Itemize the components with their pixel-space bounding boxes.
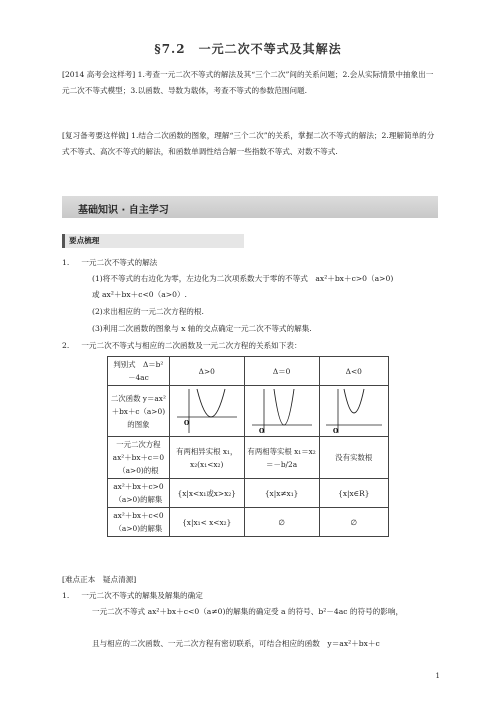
lt-d-neg: ∅ <box>319 508 388 537</box>
head-d-zero: Δ＝0 <box>244 357 319 386</box>
svg-text:O: O <box>183 420 189 427</box>
eq-d-zero: 有两相等实根 x₁＝x₂＝－b/2a <box>244 437 319 479</box>
item1-num: 1. <box>62 258 70 267</box>
eq-d-neg: 没有实数根 <box>319 437 388 479</box>
d1-line <box>62 588 442 603</box>
item1-s2: (2)求出相应的一元二次方程的根. <box>92 307 204 316</box>
page-number: 1 <box>435 672 440 680</box>
table-row <box>108 479 389 508</box>
eq-d-pos: 有两相异实根 x₁，x₂(x₁<x₂) <box>169 437 244 479</box>
exam-label: [2014 高考会这样考] <box>62 70 136 79</box>
banner-text: 基础知识 · 自主学习 <box>78 205 169 216</box>
table-row <box>108 508 389 537</box>
review-paragraph <box>62 128 438 159</box>
table-row <box>108 357 389 386</box>
review-label: [复习备考要这样做] <box>62 131 129 140</box>
section-title: 要点梳理 <box>69 236 100 245</box>
item2-line <box>62 338 442 353</box>
head-d-neg: Δ<0 <box>319 357 388 386</box>
head-discriminant: 判别式 Δ＝b²－4ac <box>108 357 170 386</box>
row-eq-label: 一元二次方程 ax²＋bx＋c＝0（a>0)的根 <box>108 437 170 479</box>
head-d-pos: Δ>0 <box>169 357 244 386</box>
svg-text:O: O <box>258 428 264 435</box>
table-row <box>108 386 389 437</box>
difficulty-heading: [难点正本 疑点清源] <box>62 575 137 584</box>
section-heading <box>62 234 244 248</box>
gt-d-pos: {x|x<x₁或x>x₂} <box>169 479 244 508</box>
gt-d-zero: {x|x≠x₁} <box>244 479 319 508</box>
table-row <box>108 437 389 479</box>
graph-one-root <box>244 386 319 437</box>
parabola-one-root-graph <box>250 387 314 435</box>
page-title: §7.2 一元二次不等式及其解法 <box>154 42 342 56</box>
row-gt-label: ax²＋bx＋c>0（a>0)的解集 <box>108 479 170 508</box>
parabola-no-root-graph <box>324 387 384 435</box>
item1-text: 一元二次不等式的解法 <box>81 258 158 267</box>
item1-s1: (1)将不等式的右边化为零，左边化为二次项系数大于零的不等式 ax²＋bx＋c>0（a>0) <box>92 274 394 283</box>
d1-num: 1. <box>62 591 70 600</box>
row-lt-label: ax²＋bx＋c<0（a>0)的解集 <box>108 508 170 537</box>
parabola-two-roots-graph <box>175 387 239 435</box>
lt-d-pos: {x|x₁< x<x₂} <box>169 508 244 537</box>
item1-s3: (3)利用二次函数的图象与 x 轴的交点确定一元二次不等式的解集. <box>92 324 312 333</box>
graph-two-roots <box>169 386 244 437</box>
row-func-label: 二次函数 y＝ax²＋bx＋c（a>0)的图象 <box>108 386 170 437</box>
lt-d-zero: ∅ <box>244 508 319 537</box>
svg-text:O: O <box>332 428 338 435</box>
gt-d-neg: {x|x∈R} <box>319 479 388 508</box>
d1-p2: 且与相应的二次函数、一元二次方程有密切联系，可结合相应的函数 y＝ax²＋bx＋c <box>92 639 380 648</box>
d1-text: 一元二次不等式的解集及解集的确定 <box>81 591 203 600</box>
review-text: 1.结合二次函数的图象，理解“三个二次”的关系，掌握二次不等式的解法；2.理解简单的分式不等式、高次不等式的解法，和函数单调性结合解一些指数不等式、对数不等式. <box>62 131 435 156</box>
item2-num: 2. <box>62 341 70 350</box>
graph-no-root <box>319 386 388 437</box>
d1-p1: 一元二次不等式 ax²＋bx＋c<0（a≠0)的解集的确定受 a 的符号、b²－4ac 的符号的影响， <box>92 607 404 616</box>
item2-text: 一元二次不等式与相应的二次函数及一元二次方程的关系如下表： <box>81 341 302 350</box>
item1-s1b: 或 ax²＋bx＋c<0（a>0）. <box>92 290 187 299</box>
exam-paragraph <box>62 67 438 98</box>
relation-table <box>107 356 389 537</box>
exam-text: 1.考查一元二次不等式的解法及其“三个二次”间的关系问题；2.会从实际情景中抽象出一元二次不等式模型；3.以函数、导数为载体，考查不等式的参数范围问题. <box>62 70 434 95</box>
item1-line <box>62 255 442 270</box>
